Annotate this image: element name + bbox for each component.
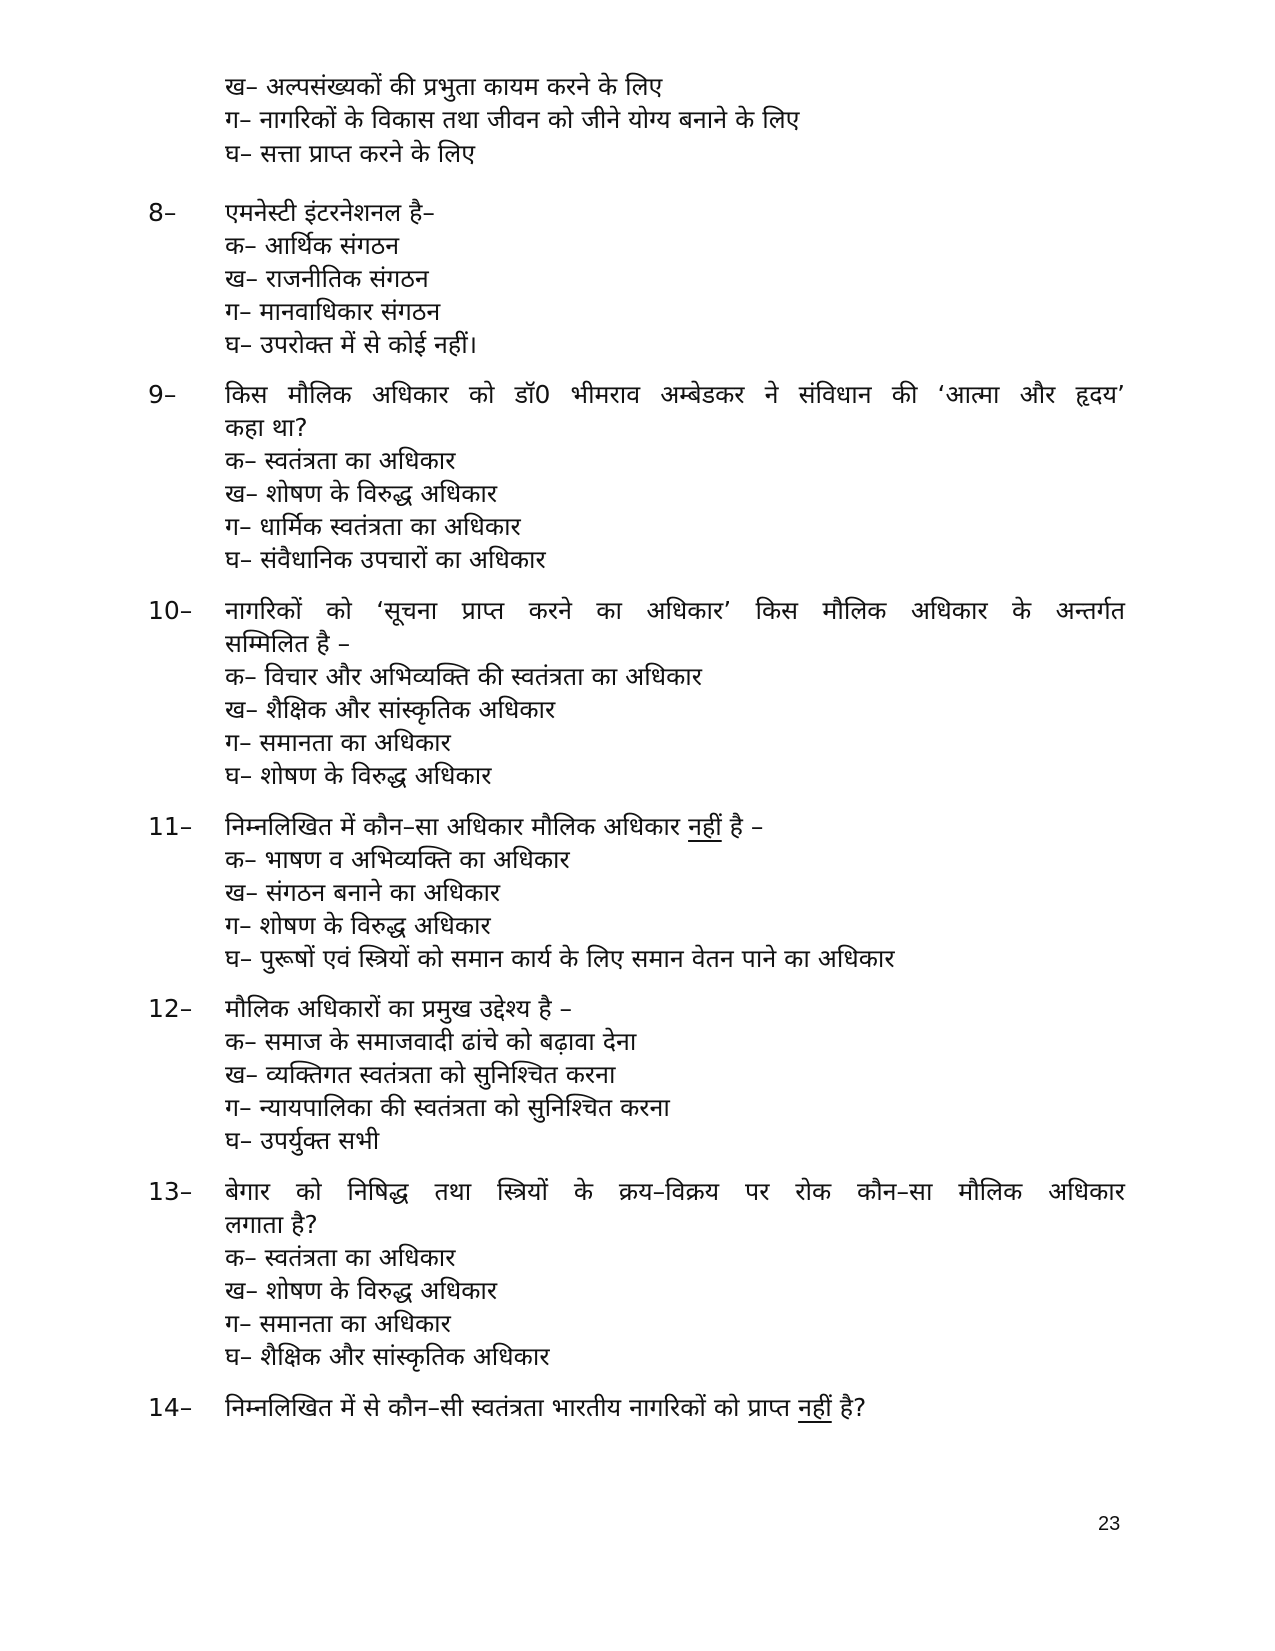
option-line: ग– मानवाधिकार संगठन — [225, 297, 441, 326]
question-text-continued: लगाता है? — [225, 1210, 318, 1239]
option-line: ख– शोषण के विरुद्ध अधिकार — [225, 1276, 498, 1305]
option-line: क– स्वतंत्रता का अधिकार — [225, 1243, 456, 1272]
question-number: 12– — [148, 994, 193, 1023]
question-number: 8– — [148, 198, 177, 227]
question-text: नागरिकों को ‘सूचना प्राप्त करने का अधिकार’ किस मौलिक अधिकार के अन्तर्गत — [225, 596, 1125, 625]
question-text: मौलिक अधिकारों का प्रमुख उद्देश्य है – — [225, 994, 573, 1023]
option-line: क– समाज के समाजवादी ढांचे को बढ़ावा देना — [225, 1027, 637, 1056]
option-line: क– स्वतंत्रता का अधिकार — [225, 446, 456, 475]
option-line: ग– शोषण के विरुद्ध अधिकार — [225, 911, 491, 940]
option-line: घ– शैक्षिक और सांस्कृतिक अधिकार — [225, 1342, 550, 1371]
option-line: ग– धार्मिक स्वतंत्रता का अधिकार — [225, 512, 521, 541]
option-line: क– विचार और अभिव्यक्ति की स्वतंत्रता का अधिकार — [225, 662, 703, 691]
page-number: 23 — [1098, 1513, 1121, 1535]
option-line: घ– संवैधानिक उपचारों का अधिकार — [225, 545, 546, 574]
option-line: ख– संगठन बनाने का अधिकार — [225, 878, 501, 907]
question-text-part: निम्नलिखित में से कौन–सी स्वतंत्रता भारतीय नागरिकों को प्राप्त — [225, 1393, 791, 1422]
option-line: ग– न्यायपालिका की स्वतंत्रता को सुनिश्चित करना — [225, 1093, 670, 1122]
question-number: 10– — [148, 596, 193, 625]
option-line: ग– समानता का अधिकार — [225, 1309, 451, 1338]
option-line: ख– शोषण के विरुद्ध अधिकार — [225, 479, 498, 508]
option-line: ख– अल्पसंख्यकों की प्रभुता कायम करने के लिए — [225, 72, 663, 101]
option-line: ग– नागरिकों के विकास तथा जीवन को जीने योग्य बनाने के लिए — [225, 105, 800, 134]
option-line: क– आर्थिक संगठन — [225, 231, 400, 260]
question-text-part: निम्नलिखित में कौन–सा अधिकार मौलिक अधिकार — [225, 812, 681, 841]
option-line: ख– व्यक्तिगत स्वतंत्रता को सुनिश्चित करना — [225, 1060, 616, 1089]
question-text-continued: सम्मिलित है – — [225, 629, 351, 658]
question-text-part: है – — [729, 812, 764, 841]
option-line: घ– उपरोक्त में से कोई नहीं। — [225, 330, 478, 359]
option-line: घ– उपर्युक्त सभी — [225, 1126, 380, 1155]
option-line: घ– सत्ता प्राप्त करने के लिए — [225, 139, 476, 168]
question-number: 13– — [148, 1177, 193, 1206]
question-text — [225, 1391, 866, 1425]
question-text — [225, 810, 763, 844]
option-line: घ– शोषण के विरुद्ध अधिकार — [225, 761, 492, 790]
option-line: ग– समानता का अधिकार — [225, 728, 451, 757]
question-text-continued: कहा था? — [225, 413, 308, 442]
option-line: ख– राजनीतिक संगठन — [225, 264, 429, 293]
question-text-part: है? — [839, 1393, 867, 1422]
question-text: एमनेस्टी इंटरनेशनल है– — [225, 198, 435, 227]
underlined-word: नहीं — [688, 812, 722, 841]
question-number: 11– — [148, 812, 193, 841]
option-line: ख– शैक्षिक और सांस्कृतिक अधिकार — [225, 695, 556, 724]
option-line: घ– पुरूषों एवं स्त्रियों को समान कार्य के लिए समान वेतन पाने का अधिकार — [225, 944, 895, 973]
option-line: क– भाषण व अभिव्यक्ति का अधिकार — [225, 845, 570, 874]
question-number: 14– — [148, 1393, 193, 1422]
question-text: किस मौलिक अधिकार को डॉ0 भीमराव अम्बेडकर ने संविधान की ‘आत्मा और हृदय’ — [225, 380, 1125, 409]
question-number: 9– — [148, 380, 177, 409]
question-text: बेगार को निषिद्ध तथा स्त्रियों के क्रय–विक्रय पर रोक कौन–सा मौलिक अधिकार — [225, 1177, 1125, 1206]
underlined-word: नहीं — [798, 1393, 832, 1422]
